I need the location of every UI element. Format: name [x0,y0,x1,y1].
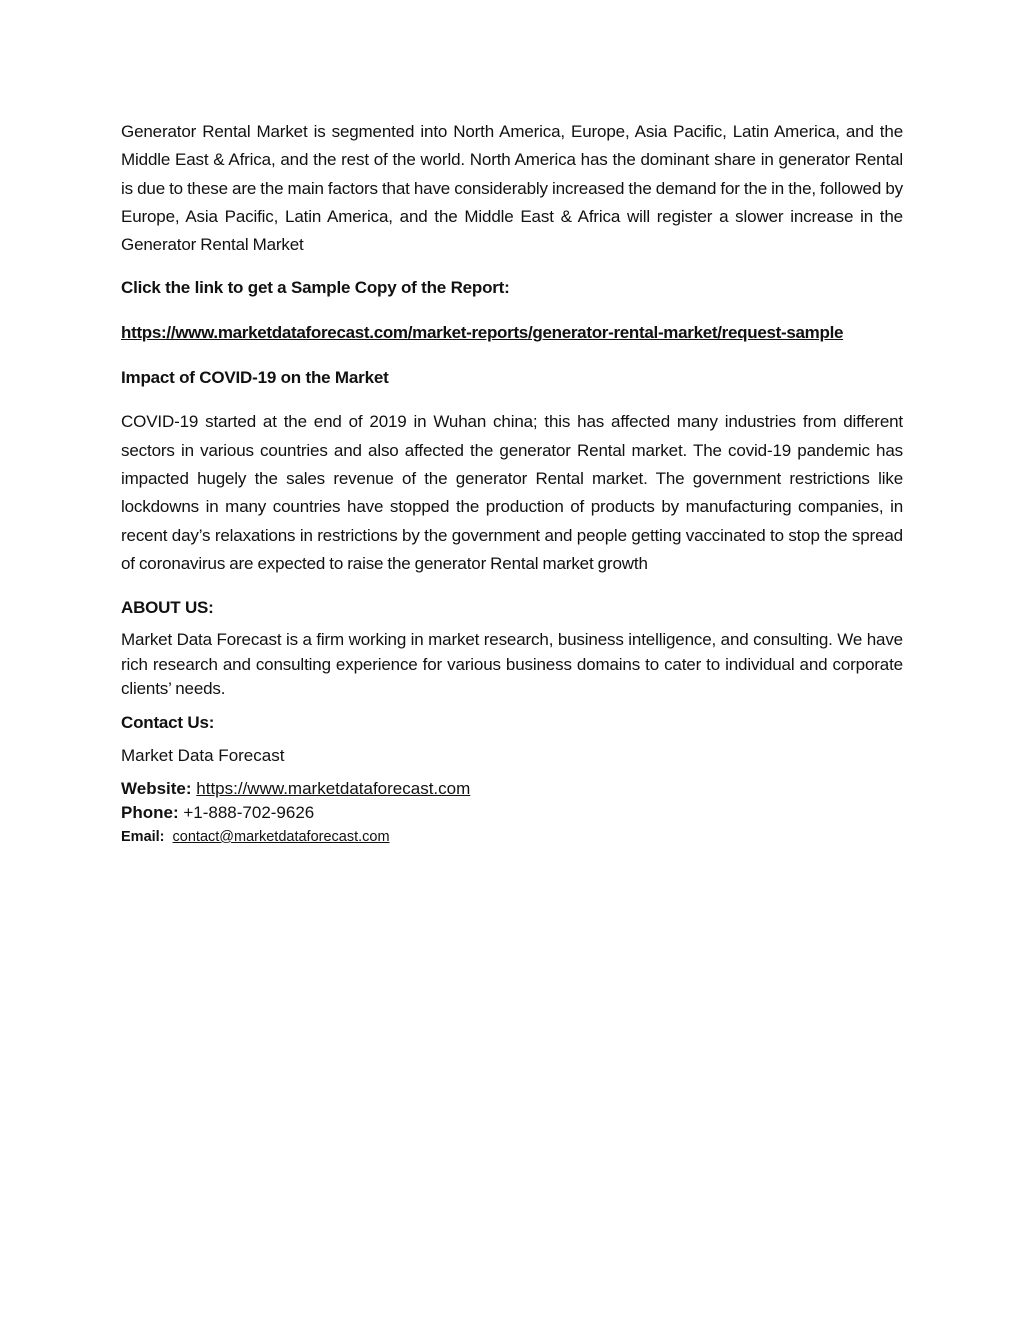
website-line [121,777,903,802]
intro-paragraph: Generator Rental Market is segmented into North America, Europe, Asia Pacific, Latin America, and the Middle East & Africa, and the rest of the world. North America has the dominant share in generator Rental is due to these are the main factors that have considerably increased the demand for the in the, followed by Europe, Asia Pacific, Latin America, and the Middle East & Africa will register a slower increase in the Generator Rental Market [121,122,903,255]
website-label: Website: [121,778,192,798]
about-heading: ABOUT US: [121,598,214,618]
email-link[interactable]: contact@marketdataforecast.com [172,828,390,845]
email-line [121,826,903,848]
company-name: Market Data Forecast [121,745,285,765]
about-paragraph: Market Data Forecast is a firm working in market research, business intelligence, and consulting. We have rich research and consulting experience for various business domains to cater to individual and corporate clients’ needs. [121,630,903,699]
email-label: Email: [121,828,165,845]
website-link[interactable]: https://www.marketdataforecast.com [196,778,471,798]
covid-paragraph: COVID-19 started at the end of 2019 in Wuhan china; this has affected many industries from different sectors in various countries and also affected the generator Rental market. The covid-19 pandemic has impacted hugely the sales revenue of the generator Rental market. The government restrictions like lockdowns in many countries have stopped the production of products by manufacturing companies, in recent day’s relaxations in restrictions by the government and people getting vaccinated to stop the spread of coronavirus are expected to raise the generator Rental market growth [121,412,903,573]
covid-heading: Impact of COVID-19 on the Market [121,368,389,388]
phone-line [121,801,903,826]
contact-heading: Contact Us: [121,712,215,732]
sample-link-block [121,319,903,347]
sample-report-link[interactable]: https://www.marketdataforecast.com/market-reports/generator-rental-market/request-sample [121,323,844,343]
phone-label: Phone: [121,803,179,823]
document-page [121,118,903,848]
sample-prompt-heading: Click the link to get a Sample Copy of the Report: [121,278,510,298]
phone-value: +1-888-702-9626 [183,803,315,823]
